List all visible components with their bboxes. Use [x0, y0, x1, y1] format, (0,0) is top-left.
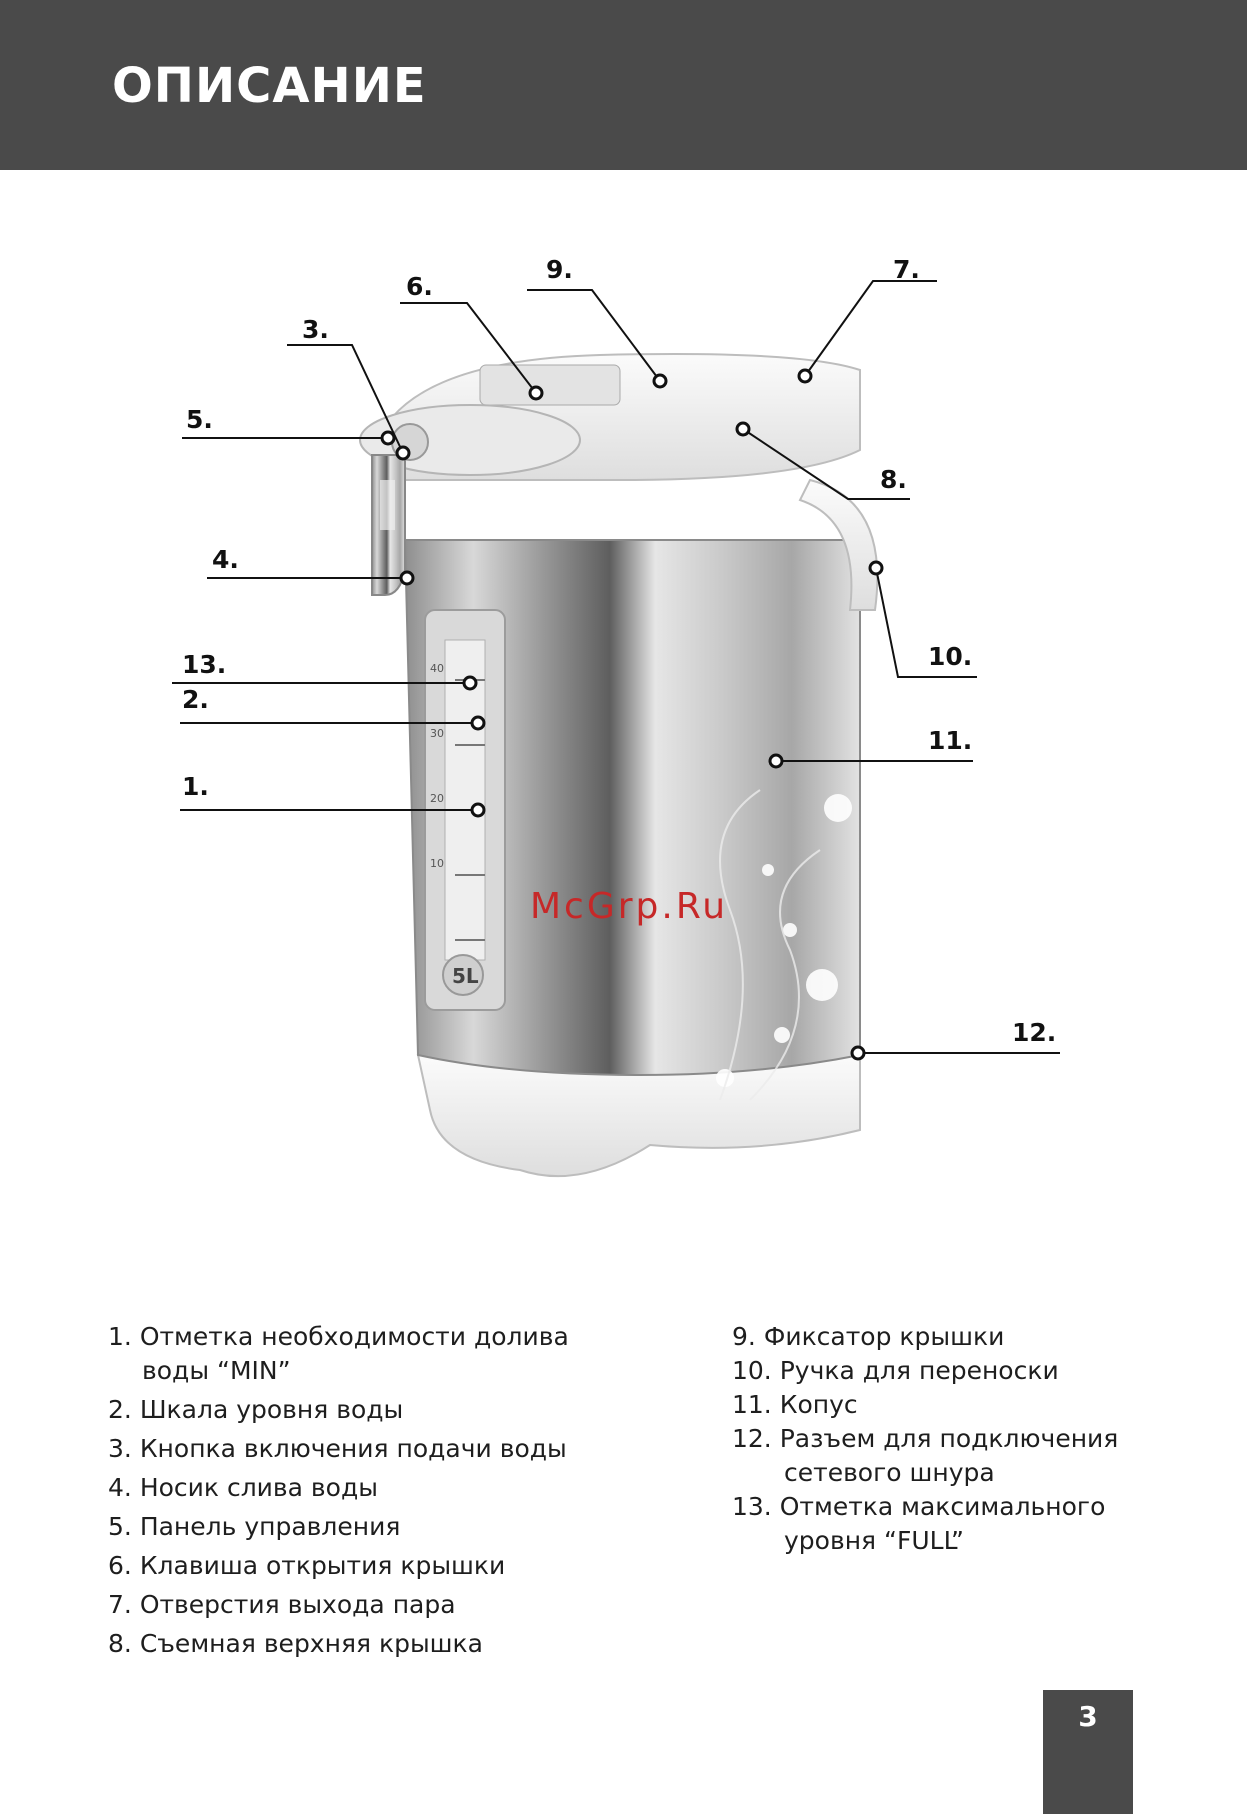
callout-4: 4. — [212, 545, 239, 574]
parts-list-left — [108, 1320, 728, 1666]
list-item: 4. Носик слива воды — [108, 1473, 378, 1502]
callout-7: 7. — [893, 255, 920, 284]
callout-8: 8. — [880, 465, 907, 494]
page-title: ОПИСАНИЕ — [112, 58, 427, 114]
callout-3: 3. — [302, 315, 329, 344]
list-item: 8. Съемная верхняя крышка — [108, 1629, 483, 1658]
header-bar — [0, 0, 1247, 170]
callout-9: 9. — [546, 255, 573, 284]
watermark: McGrp.Ru — [530, 886, 729, 927]
callout-2: 2. — [182, 685, 209, 714]
list-item: 1. Отметка необходимости долива воды “MIN” — [108, 1322, 569, 1385]
lid-release-key — [480, 365, 620, 405]
callout-1: 1. — [182, 772, 209, 801]
scale-tick-40: 40 — [430, 662, 444, 675]
callout-12: 12. — [1012, 1018, 1057, 1047]
list-item: 7. Отверстия выхода пара — [108, 1590, 456, 1619]
list-item: 9. Фиксатор крышки — [732, 1322, 1005, 1351]
parts-list-right — [732, 1320, 1212, 1558]
volume-label: 5L — [452, 964, 479, 988]
callout-10: 10. — [928, 642, 973, 671]
list-item: 12. Разъем для подключения сетевого шнура — [732, 1424, 1119, 1487]
kettle-figure — [0, 170, 1247, 1220]
scale-tick-30: 30 — [430, 727, 444, 740]
callout-5: 5. — [186, 405, 213, 434]
list-item: 6. Клавиша открытия крышки — [108, 1551, 506, 1580]
scale-tick-20: 20 — [430, 792, 444, 805]
callout-6: 6. — [406, 272, 433, 301]
list-item: 13. Отметка максимального уровня “FULL” — [732, 1492, 1106, 1555]
list-item: 3. Кнопка включения подачи воды — [108, 1434, 567, 1463]
list-item: 5. Панель управления — [108, 1512, 401, 1541]
callout-11: 11. — [928, 726, 973, 755]
scale-tick-10: 10 — [430, 857, 444, 870]
callout-13: 13. — [182, 650, 227, 679]
list-item: 11. Копус — [732, 1390, 858, 1419]
page-number-box — [1043, 1690, 1133, 1814]
list-item: 2. Шкала уровня воды — [108, 1395, 404, 1424]
list-item: 10. Ручка для переноски — [732, 1356, 1059, 1385]
page-number: 3 — [1078, 1700, 1098, 1733]
